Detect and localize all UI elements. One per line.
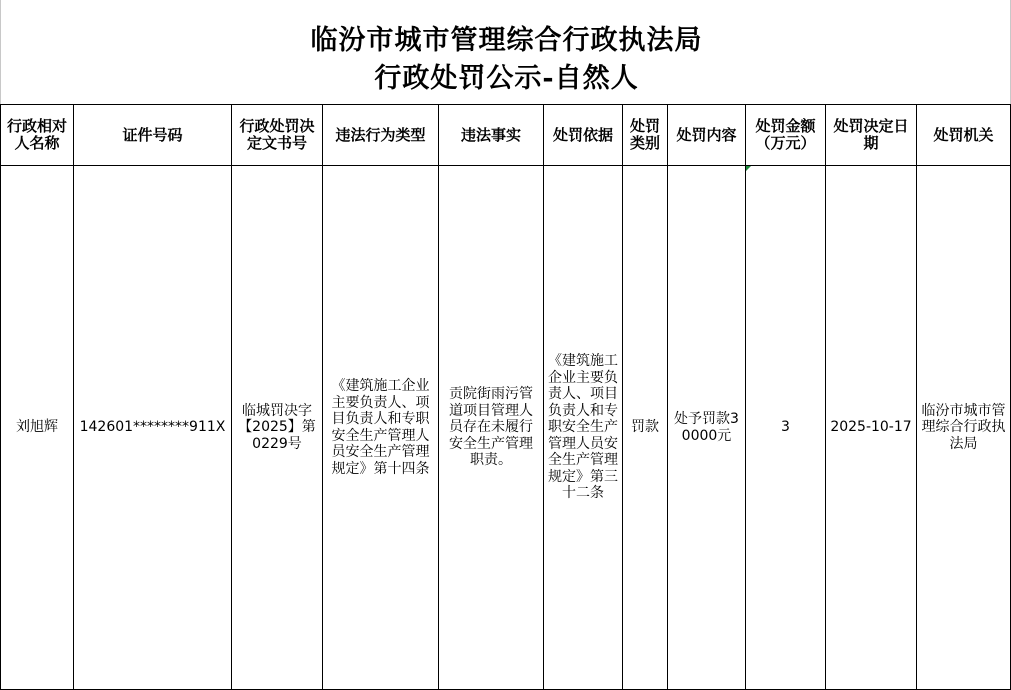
header-violation-type[interactable]: 违法行为类型 <box>323 105 439 166</box>
penalty-table <box>0 104 1011 690</box>
cell-comment-marker <box>746 166 751 171</box>
page-title: 临汾市城市管理综合行政执法局 <box>310 25 703 56</box>
header-row <box>1 105 1011 166</box>
cell-penalty-content[interactable]: 处予罚款30000元 <box>668 166 746 690</box>
table-row <box>1 166 1011 690</box>
header-party-name[interactable]: 行政相对人名称 <box>1 105 74 166</box>
cell-party-name[interactable]: 刘旭辉 <box>1 166 74 690</box>
cell-id-number[interactable]: 142601********911X <box>74 166 232 690</box>
cell-penalty-amount[interactable] <box>746 166 826 690</box>
header-decision-doc-number[interactable]: 行政处罚决定文书号 <box>232 105 323 166</box>
cell-decision-doc-number[interactable]: 临城罚决字【2025】第0229号 <box>232 166 323 690</box>
cell-violation-type[interactable]: 《建筑施工企业主要负责人、项目负责人和专职安全生产管理人员安全生产管理规定》第十四条 <box>323 166 439 690</box>
header-penalty-content[interactable]: 处罚内容 <box>668 105 746 166</box>
cell-penalty-category[interactable]: 罚款 <box>623 166 668 690</box>
cell-penalty-amount-value: 3 <box>781 419 790 436</box>
cell-penalty-basis[interactable]: 《建筑施工企业主要负责人、项目负责人和专职安全生产管理人员安全生产管理规定》第三十二条 <box>544 166 623 690</box>
header-penalty-amount[interactable]: 处罚金额（万元） <box>746 105 826 166</box>
header-violation-facts[interactable]: 违法事实 <box>439 105 544 166</box>
header-penalty-category[interactable]: 处罚类别 <box>623 105 668 166</box>
cell-penalty-authority[interactable]: 临汾市城市管理综合行政执法局 <box>917 166 1011 690</box>
header-id-number[interactable]: 证件号码 <box>74 105 232 166</box>
cell-decision-date[interactable]: 2025-10-17 <box>826 166 917 690</box>
header-penalty-basis[interactable]: 处罚依据 <box>544 105 623 166</box>
header-decision-date[interactable]: 处罚决定日期 <box>826 105 917 166</box>
page-subtitle: 行政处罚公示-自然人 <box>374 63 639 94</box>
cell-violation-facts[interactable]: 贡院街雨污管道项目管理人员存在未履行安全生产管理职责。 <box>439 166 544 690</box>
header-penalty-authority[interactable]: 处罚机关 <box>917 105 1011 166</box>
title-block <box>0 0 1011 104</box>
